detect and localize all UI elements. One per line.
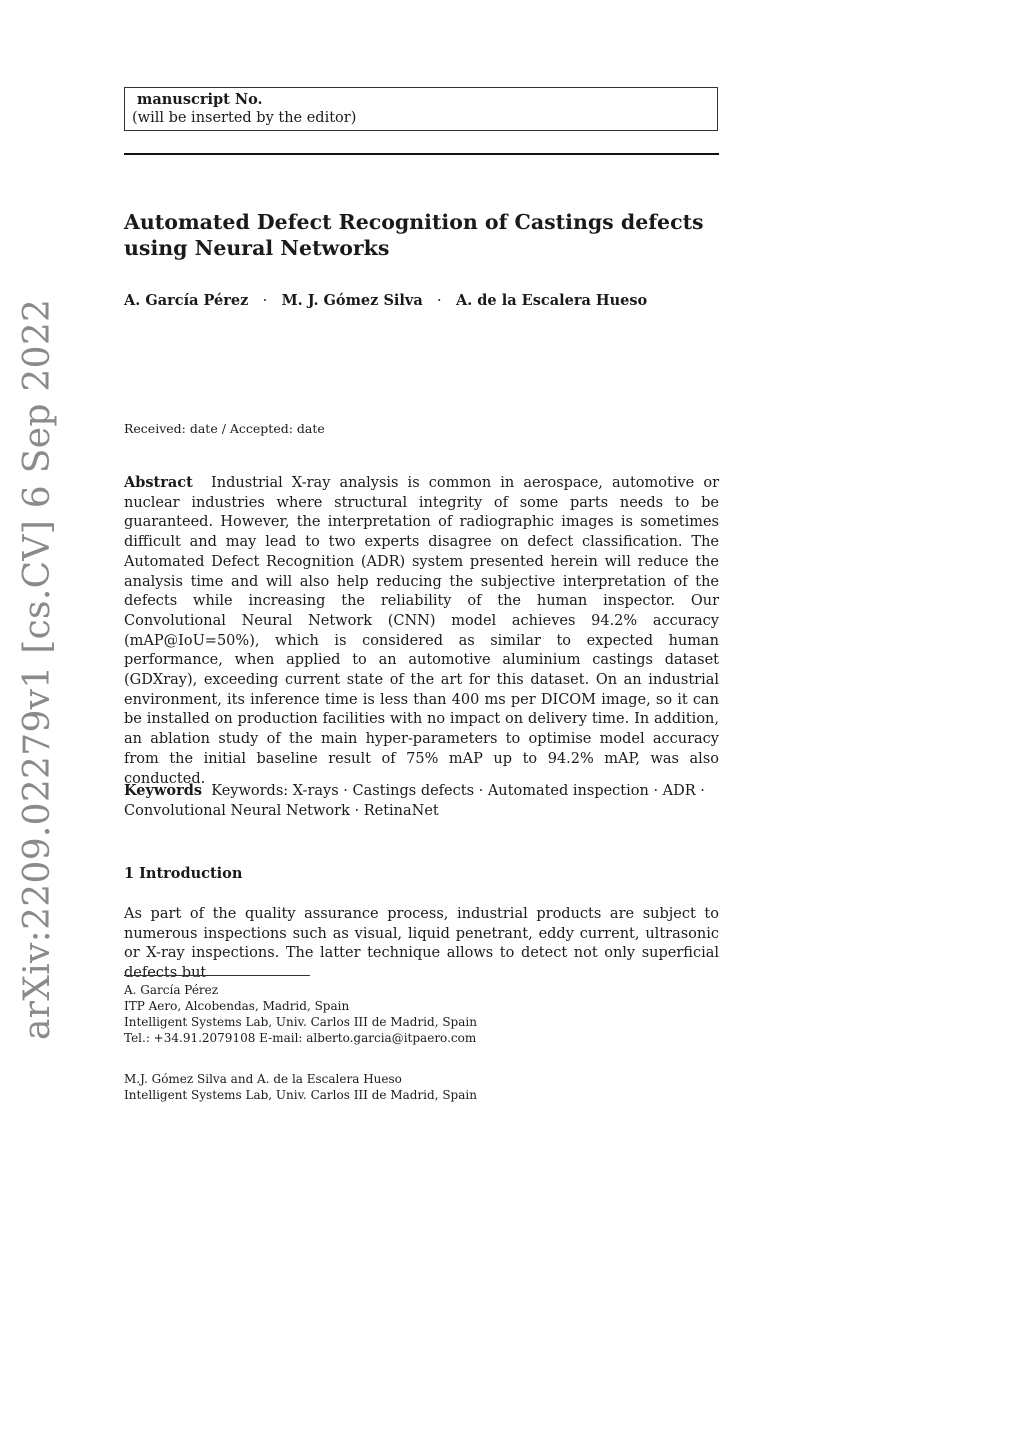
received-accepted-line: Received: date / Accepted: date	[124, 421, 325, 436]
manuscript-note: (will be inserted by the editor)	[132, 110, 357, 126]
keywords-text: Keywords: X-rays · Castings defects · Automated inspection · ADR · Convolutional Neural Network · RetinaNet	[124, 783, 705, 819]
abstract-heading: Abstract	[124, 474, 193, 491]
section-heading: 1 Introduction	[124, 865, 243, 882]
introduction-paragraph: As part of the quality assurance process, industrial products are subject to numerous inspections such as visual, liquid penetrant, eddy current, ultrasonic or X-ray inspections. The latter technique allows to detect not only superficial defects but	[124, 906, 719, 982]
author-name: A. de la Escalera Hueso	[455, 292, 648, 309]
manuscript-box	[124, 87, 718, 131]
paper-title: Automated Defect Recognition of Castings defects using Neural Networks	[124, 210, 704, 260]
keywords-heading: Keywords	[124, 782, 203, 799]
author-affiliation-footnote	[124, 982, 477, 1046]
arxiv-identifier: arXiv:2209.02279v1 [cs.CV] 6 Sep 2022	[17, 298, 58, 1040]
manuscript-label: manuscript No.	[137, 91, 263, 108]
footnote-line: M.J. Gómez Silva and A. de la Escalera Hueso	[124, 1072, 402, 1086]
author-name: A. García Pérez	[124, 292, 249, 309]
coauthor-affiliation-footnote	[124, 1071, 477, 1103]
footnote-line: A. García Pérez	[124, 983, 219, 997]
author-name: M. J. Gómez Silva	[281, 292, 423, 309]
author-separator: ·	[437, 293, 442, 309]
footnote-rule	[124, 975, 310, 976]
keywords	[124, 781, 719, 821]
footnote-line: Intelligent Systems Lab, Univ. Carlos III de Madrid, Spain	[124, 1015, 477, 1029]
footnote-line: Intelligent Systems Lab, Univ. Carlos III de Madrid, Spain	[124, 1088, 477, 1102]
abstract	[124, 473, 719, 789]
author-list	[124, 290, 724, 312]
footnote-contact-line: Tel.: +34.91.2079108 E-mail: alberto.garcia@itpaero.com	[124, 1031, 477, 1045]
author-separator: ·	[262, 293, 268, 309]
header-rule	[124, 153, 719, 155]
footnote-line: ITP Aero, Alcobendas, Madrid, Spain	[124, 999, 350, 1013]
abstract-text: Industrial X-ray analysis is common in aerospace, automotive or nuclear industries where structural integrity of some parts needs to be guaranteed. However, the interpretation of radiographic images is sometimes difficult and may lead to two experts disagree on defect classification. The Automated Defect Recognition (ADR) system presented herein will reduce the analysis time and will also help reducing the subjective interpretation of the defects while increasing the reliability of the human inspector. Our Convolutional Neural Network (CNN) model achieves 94.2% accuracy (mAP@IoU=50%), which is considered as similar to expected human performance, when applied to an automotive aluminium castings dataset (GDXray), exceeding current state of the art for this dataset. On an industrial environment, its inference time is less than 400 ms per DICOM image, so it can be installed on production facilities with no impact on delivery time. In addition, an ablation study of the main hyper-parameters to optimise model accuracy from the initial baseline result of 75% mAP up to 94.2% mAP, was also conducted.	[124, 475, 720, 787]
